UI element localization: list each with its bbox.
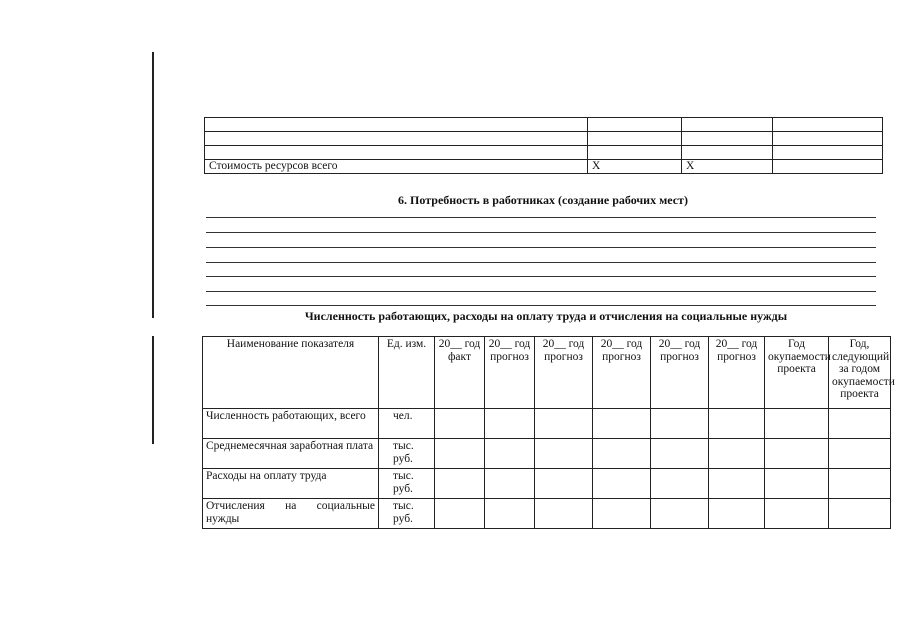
write-in-line[interactable] — [206, 276, 876, 277]
resource-name-cell[interactable] — [205, 118, 588, 132]
value-cell[interactable] — [485, 499, 535, 529]
resource-value-cell[interactable] — [773, 118, 883, 132]
value-cell[interactable] — [651, 409, 709, 439]
write-in-line[interactable] — [206, 232, 876, 233]
value-cell[interactable] — [709, 499, 765, 529]
column-header: 20__ год прогноз — [485, 337, 535, 409]
unit-cell: тыс. руб. — [379, 499, 435, 529]
value-cell[interactable] — [435, 409, 485, 439]
table-row — [205, 118, 883, 132]
staff-table — [202, 336, 895, 529]
write-in-line[interactable] — [206, 262, 876, 263]
write-in-line[interactable] — [206, 247, 876, 248]
value-cell[interactable] — [535, 439, 593, 469]
unit-cell: тыс. руб. — [379, 469, 435, 499]
value-cell[interactable] — [829, 499, 891, 529]
resource-value-cell[interactable] — [773, 160, 883, 174]
resource-value-cell[interactable] — [682, 146, 773, 160]
column-header: Наименование показателя — [203, 337, 379, 409]
resources-total-label: Стоимость ресурсов всего — [205, 160, 588, 174]
value-cell[interactable] — [709, 409, 765, 439]
value-cell[interactable] — [829, 469, 891, 499]
column-header: 20__ год прогноз — [651, 337, 709, 409]
column-header: Ед. изм. — [379, 337, 435, 409]
resource-value-cell[interactable] — [588, 146, 682, 160]
column-header: 20__ год прогноз — [535, 337, 593, 409]
resource-value-cell[interactable] — [773, 132, 883, 146]
value-cell[interactable] — [829, 409, 891, 439]
value-cell[interactable] — [651, 439, 709, 469]
table-row-total — [205, 160, 883, 174]
value-cell[interactable] — [485, 469, 535, 499]
value-cell[interactable] — [829, 439, 891, 469]
value-cell[interactable] — [535, 499, 593, 529]
resource-name-cell[interactable] — [205, 146, 588, 160]
value-cell[interactable] — [765, 499, 829, 529]
write-in-line[interactable] — [206, 217, 876, 218]
value-cell[interactable] — [709, 469, 765, 499]
section-6-title: 6. Потребность в работниках (создание рабочих мест) — [398, 193, 688, 207]
value-cell[interactable] — [765, 409, 829, 439]
binding-line-upper — [152, 52, 154, 318]
column-header: 20__ год факт — [435, 337, 485, 409]
column-header: 20__ год прогноз — [709, 337, 765, 409]
column-header: 20__ год прогноз — [593, 337, 651, 409]
table-row — [203, 499, 891, 529]
resources-table — [204, 117, 883, 174]
value-cell[interactable] — [651, 469, 709, 499]
value-cell[interactable] — [593, 409, 651, 439]
table-row — [203, 409, 891, 439]
resource-value-cell: X — [588, 160, 682, 174]
value-cell[interactable] — [435, 469, 485, 499]
column-header: Год, следующий за годом окупаемости проекта — [829, 337, 891, 409]
indicator-name: Отчисления на социальные нужды — [203, 499, 379, 529]
value-cell[interactable] — [535, 409, 593, 439]
value-cell[interactable] — [485, 439, 535, 469]
value-cell[interactable] — [435, 439, 485, 469]
value-cell[interactable] — [593, 469, 651, 499]
value-cell[interactable] — [651, 499, 709, 529]
unit-cell: тыс. руб. — [379, 439, 435, 469]
column-header: Год окупаемости проекта — [765, 337, 829, 409]
value-cell[interactable] — [485, 409, 535, 439]
resource-value-cell[interactable] — [682, 118, 773, 132]
value-cell[interactable] — [593, 439, 651, 469]
resource-value-cell[interactable] — [588, 118, 682, 132]
unit-cell: чел. — [379, 409, 435, 439]
write-in-line[interactable] — [206, 291, 876, 292]
value-cell[interactable] — [535, 469, 593, 499]
resource-value-cell[interactable] — [773, 146, 883, 160]
value-cell[interactable] — [765, 439, 829, 469]
value-cell[interactable] — [709, 439, 765, 469]
value-cell[interactable] — [593, 499, 651, 529]
resource-name-cell[interactable] — [205, 132, 588, 146]
binding-line-lower — [152, 336, 154, 444]
value-cell[interactable] — [435, 499, 485, 529]
resource-value-cell[interactable] — [682, 132, 773, 146]
indicator-name: Численность работающих, всего — [203, 409, 379, 439]
value-cell[interactable] — [765, 469, 829, 499]
table-row — [205, 146, 883, 160]
table-row — [203, 439, 891, 469]
indicator-name: Среднемесячная заработная плата — [203, 439, 379, 469]
table-row — [203, 469, 891, 499]
resource-value-cell: X — [682, 160, 773, 174]
indicator-name: Расходы на оплату труда — [203, 469, 379, 499]
table-header-row — [203, 337, 891, 409]
staff-table-title: Численность работающих, расходы на оплату труда и отчисления на социальные нужды — [304, 309, 788, 323]
write-in-line[interactable] — [206, 305, 876, 306]
table-row — [205, 132, 883, 146]
resource-value-cell[interactable] — [588, 132, 682, 146]
